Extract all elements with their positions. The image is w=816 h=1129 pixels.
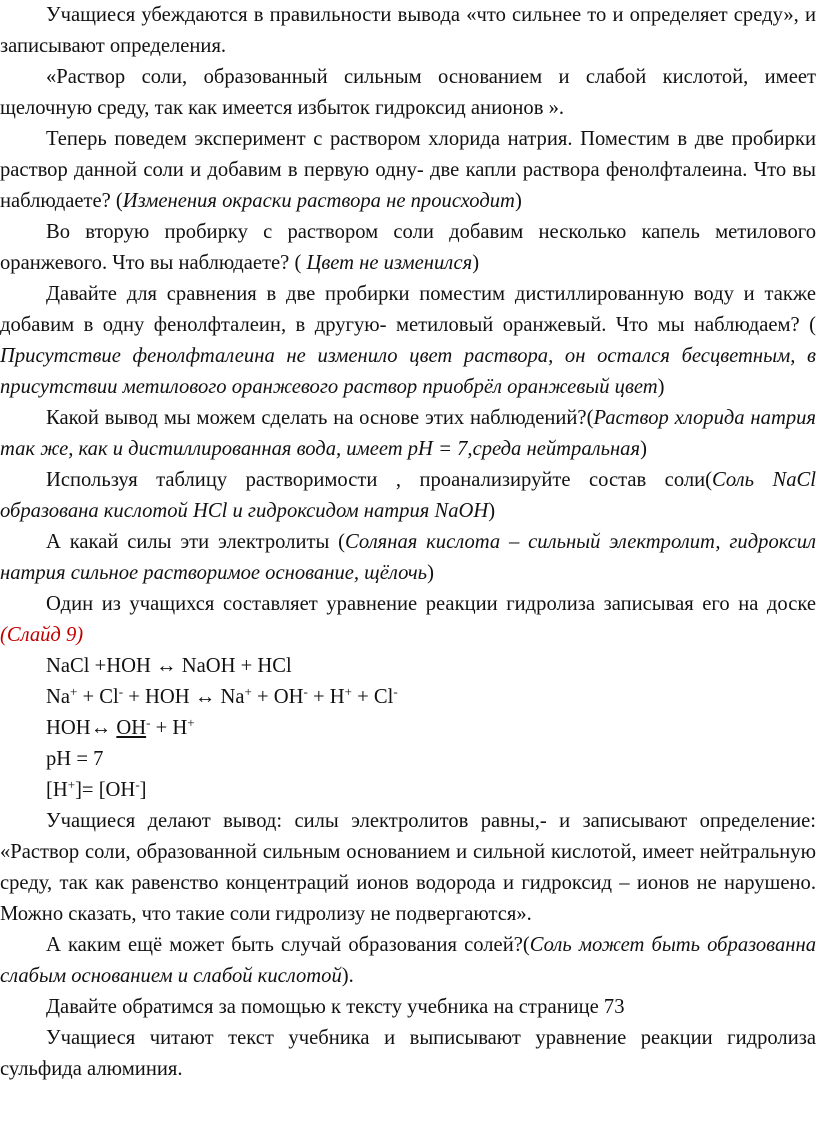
- paragraph-10: Учащиеся делают вывод: силы электролитов равны,- и записывают определение: «Раствор соли, образованной сильным основанием и сильной кислотой, имеет нейтральную среду, так как равенство концентраций ионов водорода и гидроксид – ионов не нарушено. Можно сказать, что такие соли гидролизу не подвергаются».: [0, 810, 816, 925]
- paragraph-11-italic: Соль может быть образованна слабым основанием и слабой кислотой: [0, 934, 816, 987]
- eq3-h: + H: [150, 717, 188, 739]
- paragraph-4-italic: Цвет не изменился: [306, 252, 473, 274]
- eq2-cl: + Cl: [77, 686, 119, 708]
- paragraph-8: [0, 527, 816, 589]
- paragraph-3-text: Теперь поведем эксперимент с раствором хлорида натрия. Поместим в две пробирки раствор данной соли и добавим в первую одну- две капли раствора фенолфталеина. Что вы наблюдаете? (: [0, 128, 816, 212]
- equation-2: [0, 682, 816, 713]
- eq2-h: + H: [307, 686, 345, 708]
- paragraph-3-end: ): [514, 190, 522, 212]
- paragraph-6-text: Какой вывод мы можем сделать на основе этих наблюдений?(: [46, 407, 594, 429]
- equation-5: [0, 775, 816, 806]
- eq3-sup-2: +: [187, 715, 195, 730]
- paragraph-5: [0, 279, 816, 403]
- eq5-close: ]: [139, 779, 147, 801]
- paragraph-7: [0, 465, 816, 527]
- paragraph-4-end: ): [472, 252, 480, 274]
- eq5-sup-1: +: [67, 777, 76, 792]
- paragraph-2: «Раствор соли, образованный сильным основанием и слабой кислотой, имеет щелочную среду, так как имеется избыток гидроксид анионов ».: [0, 66, 816, 119]
- eq2-sup-4: -: [303, 684, 308, 699]
- paragraph-6-italic: Раствор хлорида натрия так же, как и дистиллированная вода, имеет pH = 7,среда нейтральная: [0, 407, 816, 460]
- paragraph-6-end: ): [640, 438, 647, 460]
- paragraph-7-italic: Соль NaCl образована кислотой HCl и гидроксидом натрия NaOH: [0, 469, 816, 522]
- paragraph-1: Учащиеся убеждаются в правильности вывода «что сильнее то и определяет среду», и записывают определения.: [0, 4, 816, 57]
- eq2-sup-2: -: [118, 684, 124, 699]
- paragraph-11-end: ).: [341, 965, 354, 987]
- paragraph-8-end: ): [427, 562, 434, 584]
- eq2-hoh-na: + HOH ↔ Na: [123, 686, 245, 708]
- equation-3: [0, 713, 816, 744]
- paragraph-7-end: ): [488, 500, 496, 522]
- eq3-hoh: HOH↔: [46, 717, 117, 739]
- eq5-oh: ]= [OH: [75, 779, 136, 801]
- eq2-sup-1: +: [70, 684, 78, 699]
- slide-reference: (Слайд 9): [0, 624, 84, 646]
- eq2-oh: + OH: [251, 686, 304, 708]
- eq5-h: [H: [46, 779, 68, 801]
- paragraph-8-text: А какай силы эти электролиты (: [46, 531, 346, 553]
- eq2-sup-6: -: [393, 684, 398, 699]
- paragraph-12: Давайте обратимся за помощью к тексту учебника на странице 73: [46, 996, 625, 1018]
- paragraph-11: [0, 930, 816, 992]
- paragraph-4: [0, 217, 816, 279]
- paragraph-3: [0, 124, 816, 217]
- equation-1: NaCl +HOH ↔ NaOH + HCl: [46, 655, 292, 677]
- paragraph-3-italic: Изменения окраски раствора не происходит: [122, 190, 515, 212]
- eq3-oh-underlined: OH: [116, 717, 147, 739]
- paragraph-8-italic: Соляная кислота – сильный электролит, гидроксил натрия сильное растворимое основание, щёлочь: [0, 531, 816, 584]
- equation-4: pH = 7: [46, 748, 104, 770]
- paragraph-7-text: Используя таблицу растворимости , проанализируйте состав соли(: [46, 469, 713, 491]
- eq5-sup-2: -: [135, 777, 140, 792]
- paragraph-9: [0, 589, 816, 651]
- paragraph-9-text: Один из учащихся составляет уравнение реакции гидролиза записывая его на доске: [46, 593, 816, 615]
- eq2-na: Na: [46, 686, 71, 708]
- paragraph-11-text: А каким ещё может быть случай образования солей?(: [46, 934, 530, 956]
- paragraph-6: [0, 403, 816, 465]
- paragraph-5-text: Давайте для сравнения в две пробирки поместим дистиллированную воду и также добавим в одну фенолфталеин, в другую- метиловый оранжевый. Что мы наблюдаем? (: [0, 283, 816, 336]
- eq3-sup-1: -: [146, 715, 151, 730]
- paragraph-5-end: ): [657, 376, 665, 398]
- paragraph-13: Учащиеся читают текст учебника и выписывают уравнение реакции гидролиза сульфида алюминия.: [0, 1027, 816, 1080]
- eq2-cl-2: + Cl: [352, 686, 394, 708]
- paragraph-5-italic: Присутствие фенолфталеина не изменило цвет раствора, он остался бесцветным, в присутствии метилового оранжевого раствор приобрёл оранжевый цвет: [0, 345, 816, 398]
- paragraph-4-text: Во вторую пробирку с раствором соли добавим несколько капель метилового оранжевого. Что вы наблюдаете? (: [0, 221, 816, 274]
- eq2-sup-3: +: [244, 684, 252, 699]
- eq2-sup-5: +: [344, 684, 352, 699]
